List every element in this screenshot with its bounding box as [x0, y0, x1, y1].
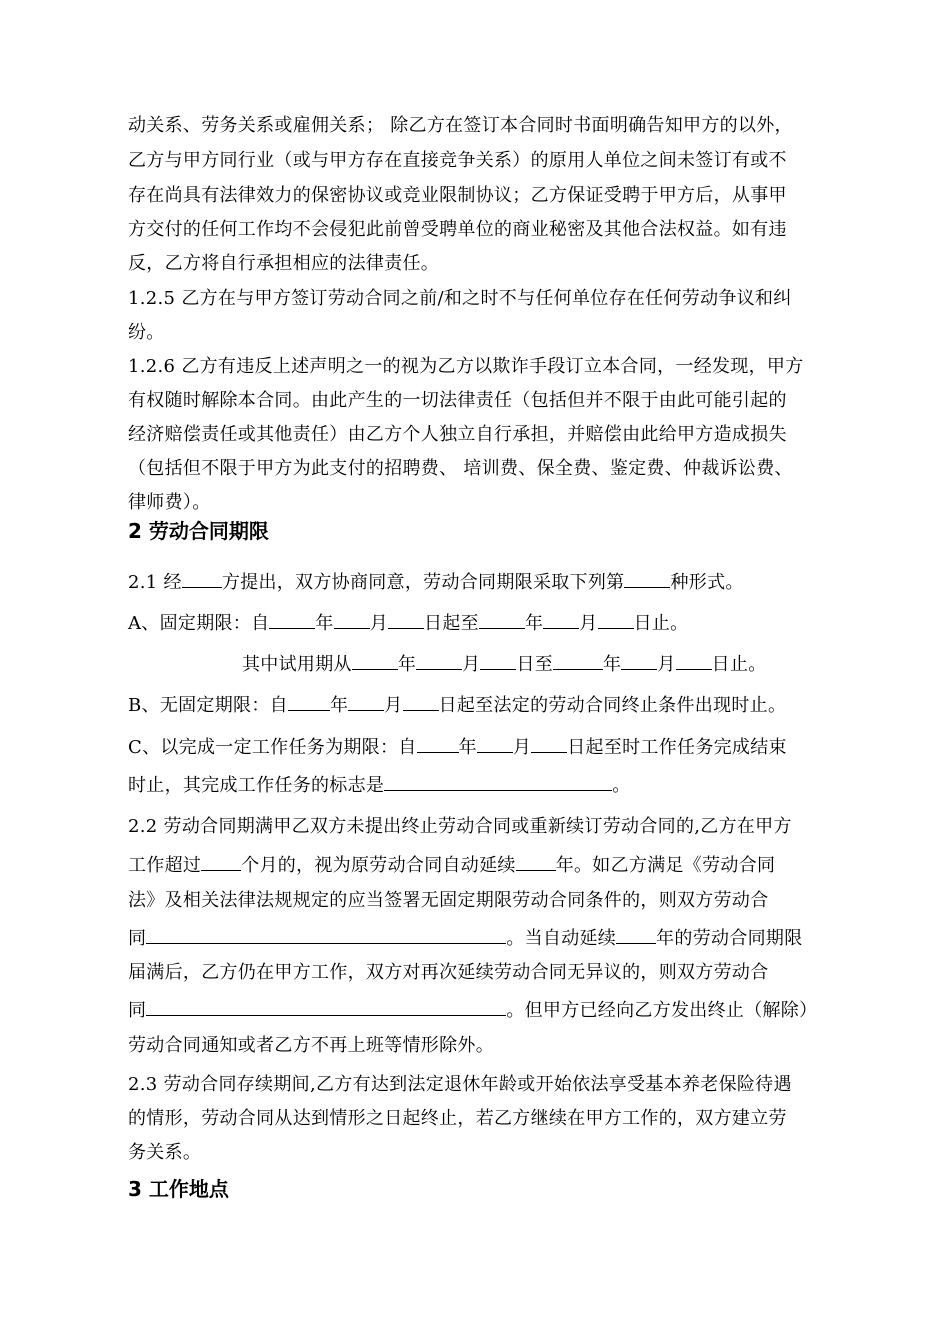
option-c-completion: [128, 772, 631, 798]
option-b-open-term: [128, 692, 786, 718]
months-exceeded-blank[interactable]: [201, 852, 241, 871]
text: 。但甲方已经向乙方发出终止（解除）: [506, 1000, 818, 1021]
task-start-year-blank[interactable]: [417, 734, 459, 753]
start-month-blank[interactable]: [334, 610, 370, 629]
paragraph-line: 反，乙方将自行承担相应的法律责任。: [128, 253, 440, 274]
completion-label: 时止，其完成工作任务的标志是: [128, 775, 385, 796]
probation-end-year-blank[interactable]: [553, 651, 603, 670]
text: 同: [128, 1000, 147, 1021]
clause-1-2-6: 1.2.6 乙方有违反上述声明之一的视为乙方以欺诈手段订立本合同，一经发现，甲方: [128, 356, 804, 377]
paragraph-line: 存在尚具有法律效力的保密协议或竞业限制协议；乙方保证受聘于甲方后，从事甲: [128, 185, 787, 206]
paragraph-line: 动关系、劳务关系或雇佣关系； 除乙方在签订本合同时书面明确告知甲方的以外，: [128, 115, 793, 136]
option-c-task-term: [128, 734, 787, 760]
clause-2-3-cont: 务关系。: [128, 1142, 202, 1163]
from-text: 自: [251, 613, 270, 634]
clause-2-2-cont: 法》及相关法律法规规定的应当签署无固定期限劳动合同条件的，则双方劳动合: [128, 890, 769, 911]
end-month-blank[interactable]: [543, 610, 579, 629]
end-year-blank[interactable]: [479, 610, 525, 629]
clause-1-2-6-cont: 律师费）。: [128, 492, 211, 513]
clause-2-3: 2.3 劳动合同存续期间,乙方有达到法定退休年龄或开始依法享受基本养老保险待遇: [128, 1074, 792, 1095]
month-text: 月: [512, 737, 532, 758]
month-text: 月: [657, 654, 676, 675]
option-a-fixed-term: [128, 610, 688, 636]
year-text: 年: [524, 613, 544, 634]
month-text: 月: [579, 613, 598, 634]
task-start-month-blank[interactable]: [477, 734, 513, 753]
clause-2-2-cont: [128, 997, 817, 1023]
auto-extend-years-blank-2[interactable]: [616, 925, 656, 944]
auto-extend-years-blank[interactable]: [516, 852, 556, 871]
from-text: 自: [269, 695, 288, 716]
month-text: 月: [384, 695, 403, 716]
text: 同: [128, 928, 147, 949]
open-start-month-blank[interactable]: [348, 692, 384, 711]
day-until-text: 日止。: [633, 613, 689, 634]
open-start-year-blank[interactable]: [288, 692, 330, 711]
period-text: 。: [612, 775, 631, 796]
clause-2-2-cont: [128, 852, 775, 878]
task-start-day-blank[interactable]: [531, 734, 567, 753]
probation-start-month-blank[interactable]: [416, 651, 462, 670]
clause-2-2-cont: 劳动合同通知或者乙方不再上班等情形除外。: [128, 1035, 494, 1056]
section-heading-3: 3 工作地点: [128, 1177, 229, 1201]
clause-2-1-text-c: 种形式。: [670, 572, 744, 593]
end-day-blank[interactable]: [598, 610, 634, 629]
year-text: 年: [329, 695, 349, 716]
probation-period: [242, 651, 767, 677]
proposing-party-blank[interactable]: [182, 569, 222, 588]
option-c-tail: 日起至时工作任务完成结束: [567, 737, 787, 758]
probation-end-day-blank[interactable]: [676, 651, 712, 670]
probation-end-month-blank[interactable]: [621, 651, 657, 670]
text: 年。如乙方满足《劳动合同: [555, 855, 776, 876]
completion-mark-blank[interactable]: [384, 772, 612, 791]
option-c-label: C、以完成一定工作任务为期限：: [128, 737, 399, 758]
probation-start-year-blank[interactable]: [352, 651, 398, 670]
open-start-day-blank[interactable]: [403, 692, 439, 711]
clause-1-2-6-cont: 有权随时解除本合同。由此产生的一切法律责任（包括但并不限于由此可能引起的: [128, 390, 787, 411]
paragraph-line: 乙方与甲方同行业（或与甲方存在直接竞争关系）的原用人单位之间未签订有或不: [128, 150, 787, 171]
day-to-text: 日至: [516, 654, 554, 675]
year-text: 年: [315, 613, 334, 634]
text: 年的劳动合同期限: [656, 928, 803, 949]
day-until-text: 日止。: [711, 654, 767, 675]
form-number-blank[interactable]: [624, 569, 670, 588]
month-text: 月: [369, 613, 389, 634]
start-day-blank[interactable]: [388, 610, 424, 629]
option-b-tail: 日起至法定的劳动合同终止条件出现时止。: [438, 695, 787, 716]
option-a-label: A、固定期限：: [128, 613, 252, 634]
clause-2-1-text-a: 2.1 经: [128, 572, 182, 593]
clause-1-2-6-cont: （包括但不限于甲方为此支付的招聘费、 培训费、保全费、鉴定费、仲裁诉讼费、: [128, 458, 793, 479]
year-text: 年: [603, 654, 622, 675]
clause-2-2-cont: [128, 925, 803, 951]
contract-treatment-blank-1[interactable]: [146, 925, 506, 944]
text: 工作超过: [128, 855, 202, 876]
option-b-label: B、无固定期限：: [128, 695, 270, 716]
clause-1-2-5: 1.2.5 乙方在与甲方签订劳动合同之前/和之时不与任何单位存在任何劳动争议和纠: [128, 288, 792, 309]
text: 。当自动延续: [506, 928, 617, 949]
clause-2-1-text-b: 方提出，双方协商同意，劳动合同期限采取下列第: [221, 572, 625, 593]
clause-1-2-5-cont: 纷。: [128, 322, 165, 343]
from-text: 自: [398, 737, 417, 758]
text: 个月的，视为原劳动合同自动延续: [241, 855, 516, 876]
section-heading-2: 2 劳动合同期限: [128, 519, 269, 543]
year-text: 年: [397, 654, 417, 675]
clause-2-2: 2.2 劳动合同期满甲乙双方未提出终止劳动合同或重新续订劳动合同的,乙方在甲方: [128, 816, 792, 837]
probation-start-day-blank[interactable]: [480, 651, 516, 670]
year-text: 年: [458, 737, 477, 758]
contract-treatment-blank-2[interactable]: [146, 997, 506, 1016]
clause-2-2-cont: 届满后，乙方仍在甲方工作，双方对再次延续劳动合同无异议的，则双方劳动合: [128, 962, 769, 983]
month-text: 月: [462, 654, 481, 675]
probation-label: 其中试用期从: [242, 654, 352, 675]
day-from-text: 日起至: [424, 613, 479, 634]
start-year-blank[interactable]: [269, 610, 315, 629]
clause-2-1: [128, 569, 744, 595]
clause-2-3-cont: 的情形，劳动合同从达到情形之日起终止，若乙方继续在甲方工作的，双方建立劳: [128, 1108, 787, 1129]
clause-1-2-6-cont: 经济赔偿责任或其他责任）由乙方个人独立自行承担，并赔偿由此给甲方造成损失: [128, 424, 787, 445]
paragraph-line: 方交付的任何工作均不会侵犯此前曾受聘单位的商业秘密及其他合法权益。如有违: [128, 219, 787, 240]
